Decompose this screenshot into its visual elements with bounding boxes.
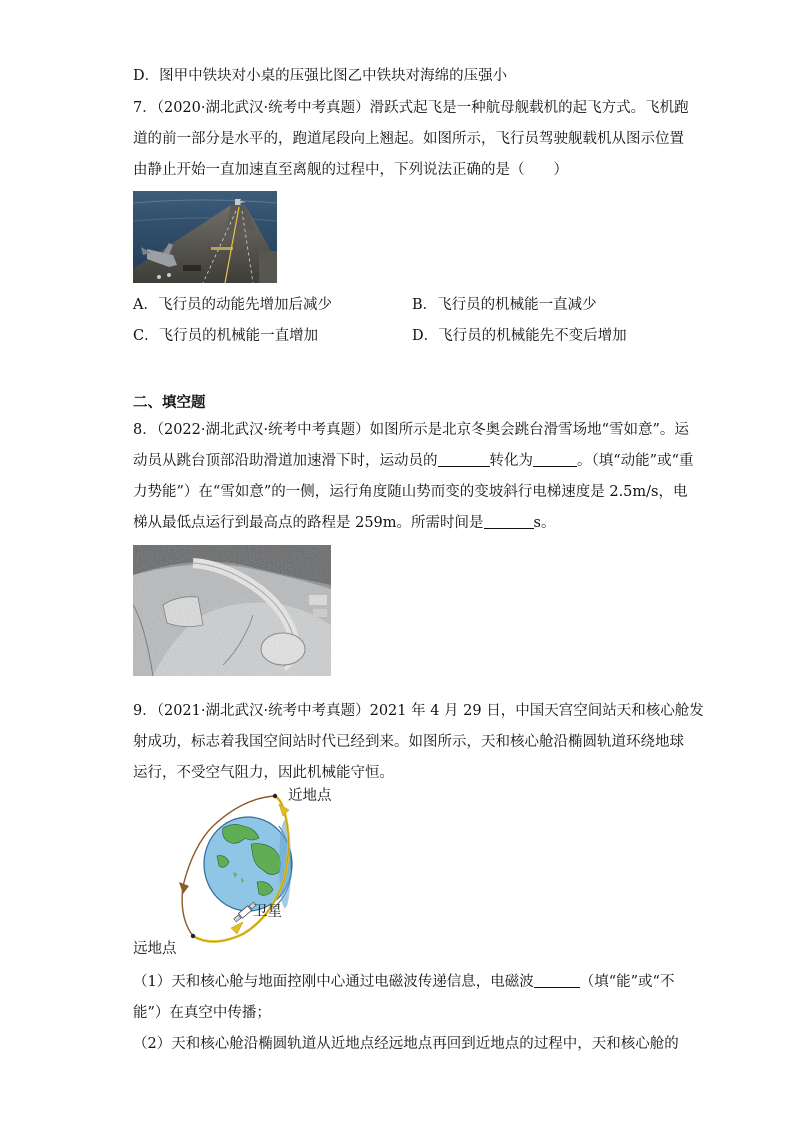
- q9-sub1-line1: [133, 972, 674, 992]
- q9-stem-line1: 9．（2021·湖北武汉·统考中考真题）2021 年 4 月 29 日，中国天宫空间站天和核心舱发: [133, 703, 704, 719]
- q9-sub2-line1: （2）天和核心舱沿椭圆轨道从近地点经远地点再回到近地点的过程中，天和核心舱的: [133, 1036, 679, 1052]
- q8-stem-line1: 8．（2022·湖北武汉·统考中考真题）如图所示是北京冬奥会跳台滑雪场地“雪如意”。运: [133, 422, 689, 438]
- apogee-label: 远地点: [133, 941, 177, 957]
- q9-sub1-text-b: （填“能”或“不: [579, 974, 675, 990]
- q8-blank-3[interactable]: [484, 514, 534, 529]
- q8-line4-text-a: 梯从最低点运行到最高点的路程是 259m。所需时间是: [133, 515, 484, 531]
- q7-option-a: A．飞行员的动能先增加后减少: [133, 297, 332, 313]
- perigee-label: 近地点: [288, 788, 332, 804]
- q7-stem-line1: 7．（2020·湖北武汉·统考中考真题）滑跃式起飞是一种航母舰载机的起飞方式。飞机跑: [133, 100, 689, 116]
- q9-stem-line2: 射成功，标志着我国空间站时代已经到来。如图所示，天和核心舱沿椭圆轨道环绕地球: [133, 734, 684, 750]
- aircraft-carrier-photo: [133, 191, 277, 283]
- q9-sub1-text-a: （1）天和核心舱与地面控刚中心通过电磁波传递信息，电磁波: [133, 974, 534, 990]
- q8-line4-text-b: s。: [533, 515, 556, 531]
- orbit-arrow-icon: [231, 922, 243, 934]
- perigee-dot: [273, 794, 277, 798]
- q8-stem-line4: [133, 513, 556, 533]
- q8-line2-text-b: 转化为: [489, 453, 533, 469]
- q7-option-b: B．飞行员的机械能一直减少: [412, 297, 597, 313]
- q6-option-d: D．图甲中铁块对小桌的压强比图乙中铁块对海绵的压强小: [133, 68, 508, 84]
- q8-blank-1[interactable]: [438, 452, 490, 467]
- q8-line2-text-c: 。（填“动能”或“重: [577, 453, 694, 469]
- q9-sub1-line2: 能”）在真空中传播；: [133, 1005, 271, 1021]
- q9-stem-line3: 运行，不受空气阻力，因此机械能守恒。: [133, 765, 394, 781]
- q8-stem-line2: [133, 451, 694, 471]
- apogee-dot: [191, 934, 195, 938]
- satellite-label: 卫星: [253, 904, 282, 920]
- section-title-fill-blank: 二、填空题: [133, 395, 206, 411]
- q8-stem-line3: 力势能”）在“雪如意”的一侧，运行角度随山势而变的变坡斜行电梯速度是 2.5m/s，电: [133, 484, 688, 500]
- earth-orbit-diagram: [133, 786, 363, 958]
- q7-stem-line3: 由静止开始一直加速直至离舰的过程中，下列说法正确的是（ ）: [133, 162, 568, 178]
- q8-blank-2[interactable]: [533, 452, 577, 467]
- q9-blank-1[interactable]: [534, 973, 580, 988]
- q8-line2-text-a: 动员从跳台顶部沿助滑道加速滑下时，运动员的: [133, 453, 438, 469]
- orbit-arrow-icon: [279, 804, 289, 816]
- q7-stem-line2: 道的前一部分是水平的，跑道尾段向上翘起。如图所示，飞行员驾驶舰载机从图示位置: [133, 131, 684, 147]
- q7-option-c: C．飞行员的机械能一直增加: [133, 328, 319, 344]
- q7-option-d: D．飞行员的机械能先不变后增加: [412, 328, 627, 344]
- snow-ruyi-aerial-photo: [133, 545, 331, 676]
- earth-globe: [204, 817, 292, 911]
